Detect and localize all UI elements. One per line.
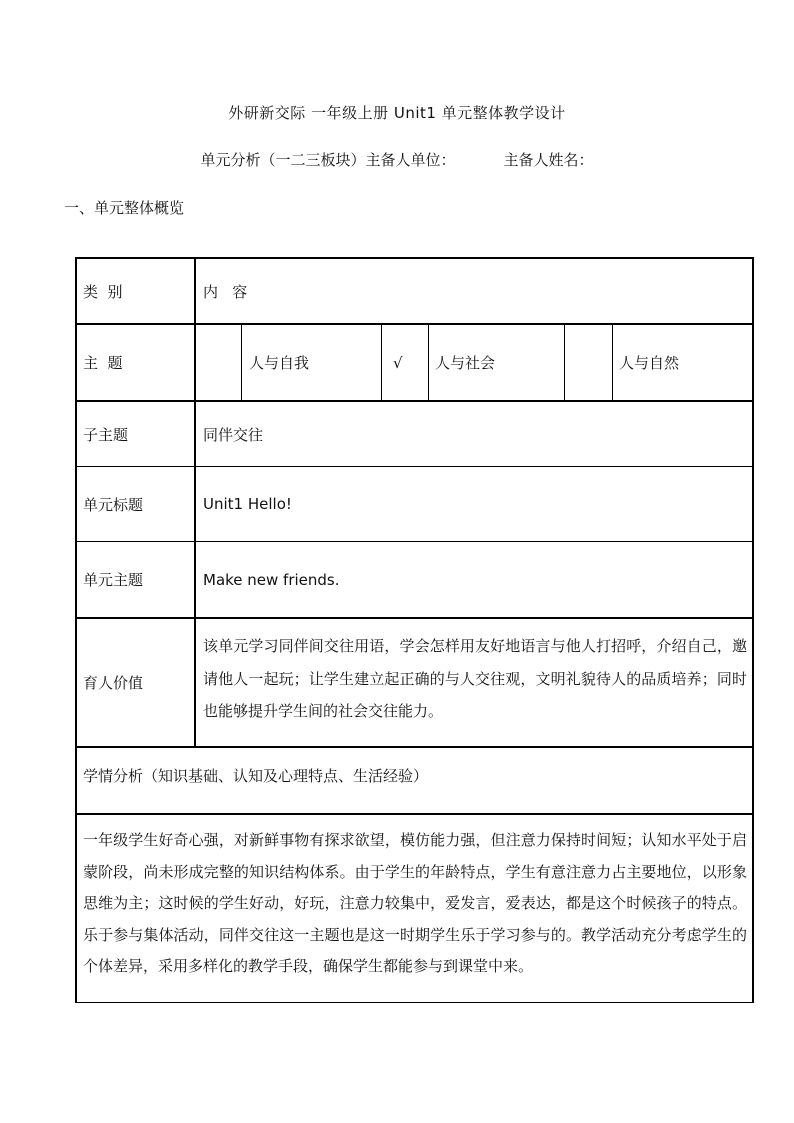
document-subtitle [0,149,794,170]
unit-title-value-cell: Unit1 Hello! [203,495,292,513]
analysis-text-cell: 一年级学生好奇心强，对新鲜事物有探求欲望，模仿能力强，但注意力保持时间短；认知水平处于启蒙阶段，尚未形成完整的知识结构体系。由于学生的年龄特点，学生有意注意力占主要地位，以形象思维为主；这时候的学生好动，好玩，注意力较集中，爱发言，爱表达，都是这个时候孩子的特点。乐于参与集体活动，同伴交往这一主题也是这一时期学生乐于学习参与的。教学活动充分考虑学生的个体差异，采用多样化的教学手段，确保学生都能参与到课堂中来。 [83,831,747,975]
unit-theme-label-cell: 单元主题 [83,571,144,589]
overview-table [75,257,754,1005]
unit-title-label-cell: 单元标题 [83,495,144,514]
table-rule [428,324,429,401]
theme-option-society: 人与社会 [435,354,496,372]
table-rule [75,466,754,467]
unit-theme-value-cell: Make new friends. [203,570,340,589]
header-content-cell: 内 容 [203,282,248,301]
preparer-name-label: 主备人姓名： [503,151,594,169]
table-rule [75,541,754,542]
table-rule [75,257,754,259]
analysis-label-cell: 学情分析（知识基础、认知及心理特点、生活经验） [83,766,429,785]
table-rule [752,257,754,1003]
table-rule [75,257,77,1003]
theme-option-self: 人与自我 [249,354,310,372]
table-rule [75,1002,754,1003]
table-rule [564,324,565,401]
table-rule [75,400,754,402]
table-rule [75,813,754,815]
value-text-cell: 该单元学习同伴间交往用语，学会怎样用友好地语言与他人打招呼，介绍自己，邀请他人一起玩；让学生建立起正确的与人交往观，文明礼貌待人的品质培养；同时也能够提升学生间的社会交往能力。 [203,637,747,720]
document-title: 外研新交际 一年级上册 Unit1 单元整体教学设计 [228,104,566,122]
table-rule [194,257,196,748]
table-rule [612,324,613,401]
preparer-unit-label: 单元分析（一二三板块）主备人单位： [200,151,456,169]
theme-option-nature: 人与自然 [619,354,680,372]
header-category-cell: 类 别 [83,282,123,301]
theme-label-cell: 主 题 [83,354,123,372]
subtheme-label-cell: 子主题 [83,425,129,444]
value-label-cell: 育人价值 [83,674,144,692]
theme-check-mark: √ [393,353,403,372]
subtheme-value-cell: 同伴交往 [203,425,264,444]
table-rule [381,324,382,401]
table-rule [241,324,242,401]
table-rule [75,617,754,619]
section-heading: 一、单元整体概览 [64,199,185,217]
